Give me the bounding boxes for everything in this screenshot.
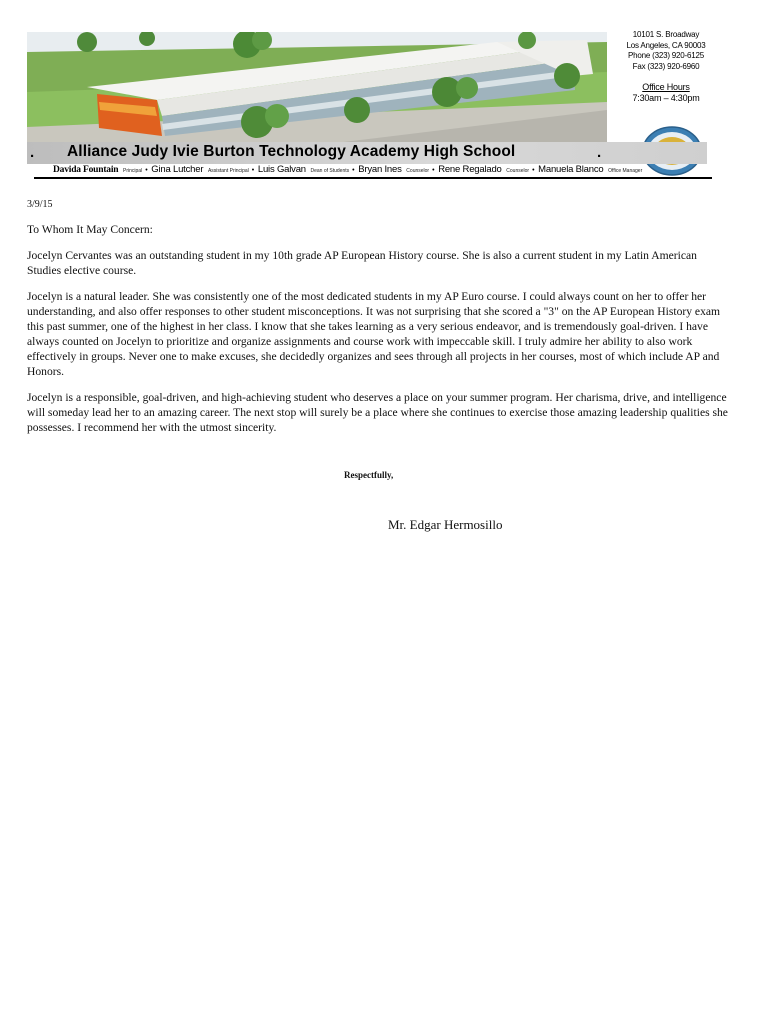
- office-hours: 7:30am – 4:30pm: [632, 92, 700, 103]
- letter-body: [27, 197, 733, 446]
- school-name: Alliance Judy Ivie Burton Technology Academy High School: [67, 143, 516, 160]
- school-name-banner: [27, 142, 707, 164]
- phone-number: Phone (323) 920-6125: [627, 51, 705, 60]
- fax-number: Fax (323) 920-6960: [632, 61, 700, 71]
- body-paragraph: Jocelyn is a responsible, goal-driven, and high-achieving student who deserves a place on your summer program. Her charisma, drive, and intelligence will someday lead her to an amazing career. The next stop will surely be a place where she continues to exercise those amazing leadership qualities she possesses. I recommend her with the utmost sincerity.: [27, 391, 728, 434]
- staff-name: Rene Regalado: [438, 164, 502, 175]
- body-paragraph: Jocelyn is a natural leader. She was consistently one of the most dedicated students in my AP Euro course. I could always count on her to offer her understanding, and also offer responses to other student misconceptions. It was not surprising that she scored a "3" on the AP European History exam this past summer, one of the highest in her class. I know that she takes learning as a very serious endeavor, and is tremendously goal-driven. I have always counted on Jocelyn to prioritize and organize assignments and course work with impeccable skill. I truly admire her ability to also work effectively in groups. Never one to make excuses, she decidedly organizes and sees through all projects in her courses, most of which include AP and Honors.: [27, 290, 721, 378]
- office-hours-label: Office Hours: [642, 82, 690, 92]
- staff-name: Manuela Blanco: [538, 164, 604, 175]
- bullet-separator: •: [145, 167, 148, 174]
- address-line1: 10101 S. Broadway: [632, 30, 700, 39]
- contact-info: [610, 30, 722, 103]
- bullet-separator: •: [251, 167, 255, 174]
- bullet-separator: •: [532, 167, 535, 174]
- letter-date: 3/9/15: [27, 199, 53, 210]
- salutation: To Whom It May Concern:: [27, 223, 153, 236]
- staff-role: Counselor: [506, 168, 530, 174]
- address-line2: Los Angeles, CA 90003: [626, 40, 706, 50]
- school-building-image: [27, 32, 607, 144]
- staff-name: Bryan Ines: [358, 164, 402, 175]
- signature-name: Mr. Edgar Hermosillo: [388, 517, 503, 532]
- staff-name: Luis Galvan: [257, 164, 306, 175]
- bullet-separator: •: [352, 167, 355, 174]
- banner-bullet-right: .: [597, 144, 602, 161]
- staff-role: Dean of Students: [310, 168, 350, 174]
- staff-name: Davida Fountain: [53, 165, 119, 175]
- staff-role: Counselor: [406, 168, 430, 174]
- staff-role: Principal: [123, 168, 143, 174]
- staff-role: Assistant Principal: [207, 168, 249, 174]
- staff-name: Gina Lutcher: [151, 164, 204, 175]
- staff-directory: [53, 163, 693, 177]
- banner-bullet-left: .: [30, 144, 35, 161]
- bullet-separator: •: [432, 167, 435, 174]
- staff-role: Office Manager: [608, 168, 643, 174]
- body-paragraph: Jocelyn Cervantes was an outstanding student in my 10th grade AP European History course. She is also a current student in my Latin American Studies elective course.: [27, 249, 697, 277]
- closing: Respectfully,: [344, 470, 394, 480]
- header-divider: [34, 177, 712, 179]
